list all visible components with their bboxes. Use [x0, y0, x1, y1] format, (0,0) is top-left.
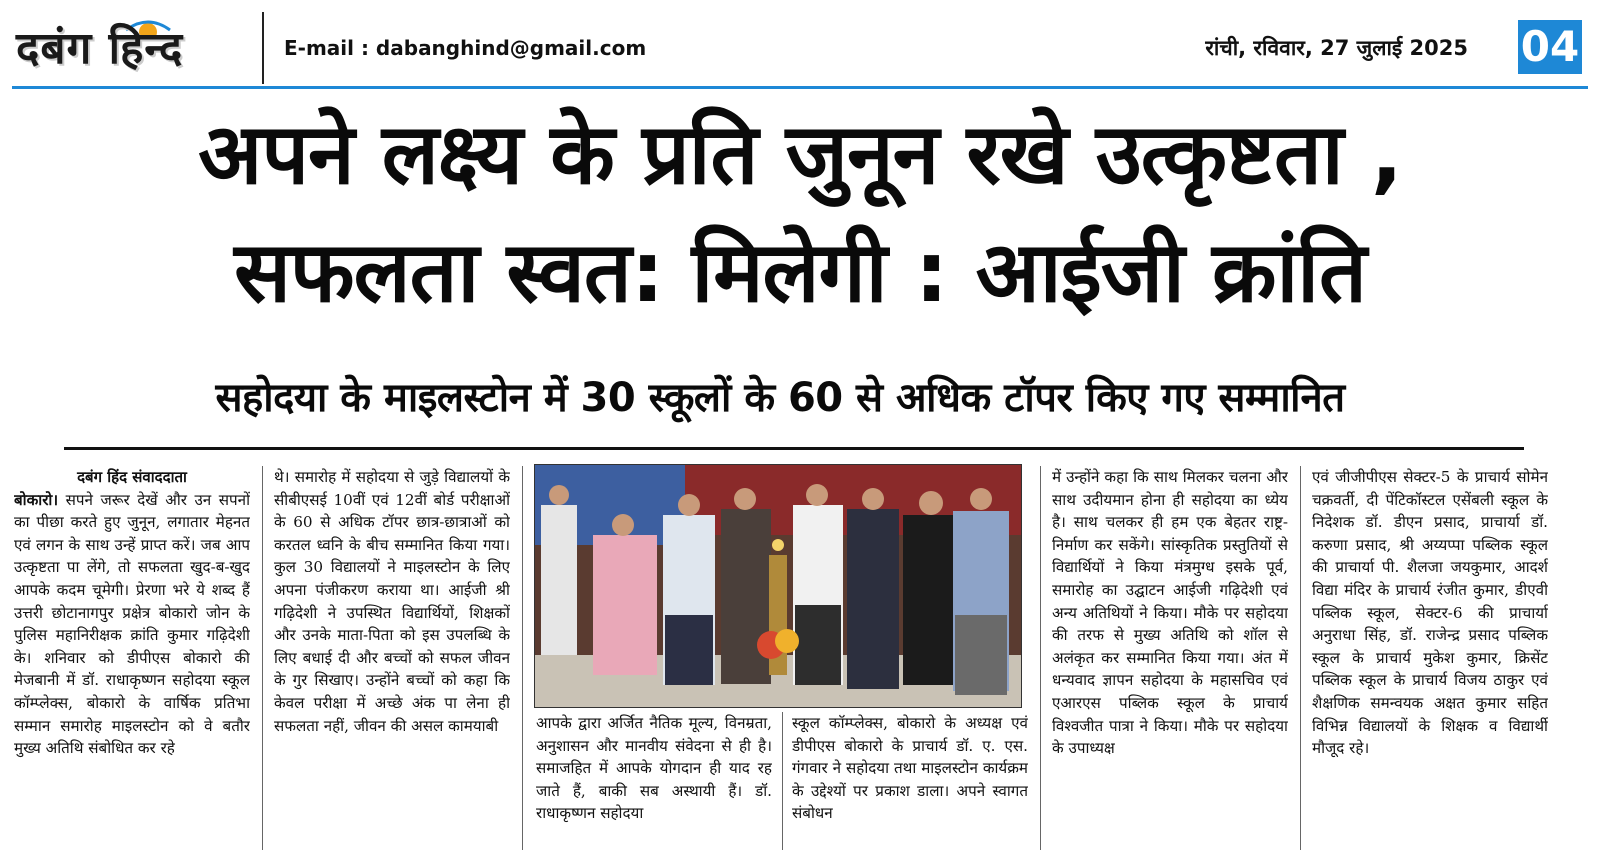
dateline-place: बोकारो। — [14, 490, 59, 509]
article-column-3 — [536, 712, 772, 850]
contact-email: E-mail : dabanghind@gmail.com — [284, 36, 647, 60]
subheadline-rule — [64, 447, 1524, 450]
column-divider — [782, 712, 783, 850]
page-number-badge: 04 — [1518, 20, 1582, 74]
column-6-text: एवं जीजीपीएस सेक्टर-5 के प्राचार्य सोमेन चक्रवर्ती, दी पेंटिकॉस्टल एसेंबली स्कूल के निदेशक डॉ. डीएन प्रसाद, प्राचार्या डॉ. करुणा प्रसाद, श्री अय्यप्पा पब्लिक स्कूल की प्राचार्या पी. शैलजा जयकुमार, आदर्श विद्या मंदिर के प्राचार्य रंजीत कुमार, डीएवी पब्लिक स्कूल, सेक्टर-6 की प्राचार्या अनुराधा सिंह, डॉ. राजेन्द्र प्रसाद पब्लिक स्कूल के प्राचार्य मुकेश कुमार, क्रिसेंट पब्लिक स्कूल के प्राचार्य विजय ठाकुर एवं शैक्षणिक समन्वयक अक्षत कुमार सहित विभिन्न विद्यालयों के शिक्षक व विद्यार्थी मौजूद रहे। — [1312, 468, 1548, 758]
article-column-6 — [1312, 466, 1548, 850]
column-divider — [1040, 466, 1041, 850]
headline-line-1: अपने लक्ष्य के प्रति जुनून रखे उत्कृष्टता , — [198, 105, 1402, 203]
headline-line-2: सफलता स्वत: मिलेगी : आईजी क्रांति — [234, 223, 1366, 321]
column-4-text: स्कूल कॉम्प्लेक्स, बोकारो के अध्यक्ष एवं डीपीएस बोकारो के प्राचार्य डॉ. ए. एस. गंगवार ने सहोदया तथा माइलस्टोन कार्यक्रम के उद्देश्यों पर प्रकाश डाला। अपने स्वागत संबोधन — [792, 714, 1028, 823]
column-1-text: सपने जरूर देखें और उन सपनों का पीछा करते हुए जुनून, लगातार मेहनत एवं लगन के साथ उन्हें प्राप्त करें। जब आप उत्कृष्टता पा लेंगे, तो सफलता खुद-ब-खुद आपके कदम चूमेगी। प्रेरणा भरे ये शब्द हैं उत्तरी छोटानागपुर प्रक्षेत्र बोकारो जोन के पुलिस महानिरीक्षक क्रांति कुमार गढ़िदेशी के। शनिवार को डीपीएस बोकारो की मेजबानी में डॉ. राधाकृष्णन सहोदया स्कूल कॉम्प्लेक्स, बोकारो के वार्षिक प्रतिभा सम्मान समारोह माइलस्टोन को वे बतौर मुख्य अतिथि संबोधित कर रहे — [14, 490, 250, 758]
byline: दबंग हिंद संवाददाता — [77, 468, 187, 486]
event-photo — [534, 464, 1022, 708]
newspaper-logo — [16, 10, 256, 86]
column-divider — [1300, 466, 1301, 850]
masthead — [12, 8, 1588, 88]
article-column-2 — [274, 466, 510, 850]
logo-text: दबंग हिन्द — [16, 23, 184, 74]
masthead-rule — [12, 86, 1588, 89]
article-column-1 — [14, 466, 250, 850]
column-2-text: थे। समारोह में सहोदया से जुड़े विद्यालयों के सीबीएसई 10वीं एवं 12वीं बोर्ड परीक्षाओं के 60 से अधिक टॉपर छात्र-छात्राओं को करतल ध्वनि के बीच सम्मानित किया गया। कुल 30 विद्यालयों ने माइलस्टोन के लिए अपना पंजीकरण कराया था। आईजी श्री गढ़िदेशी ने उपस्थित विद्यार्थियों, शिक्षकों और उनके माता-पिता को इस उपलब्धि के लिए बधाई दी और बच्चों को सफल जीवन के गुर सिखाए। उन्होंने बच्चों को कहा कि केवल परीक्षा में अच्छे अंक पा लेना ही सफलता नहीं, जीवन की असल कामयाबी — [274, 468, 510, 735]
column-divider — [522, 466, 523, 850]
column-divider — [262, 466, 263, 850]
column-5-text: में उन्होंने कहा कि साथ मिलकर चलना और साथ उदीयमान होना ही सहोदया का ध्येय है। साथ चलकर ही हम एक बेहतर राष्ट्र-निर्माण कर सकेंगे। सांस्कृतिक प्रस्तुतियों से विद्यार्थियों ने किया मंत्रमुग्ध इसके पूर्व, समारोह का उद्घाटन आईजी गढ़िदेशी एवं अन्य अतिथियों ने किया। मौके पर सहोदया की तरफ से मुख्य अतिथि को शॉल से अलंकृत कर सम्मानित किया गया। अंत में धन्यवाद ज्ञापन सहोदया के महासचिव एवं एआरएस पब्लिक स्कूल के प्राचार्य विश्वजीत पात्रा ने किया। मौके पर सहोदया के उपाध्यक्ष — [1052, 468, 1288, 758]
issue-dateline: रांची, रविवार, 27 जुलाई 2025 — [1205, 36, 1468, 60]
article-column-5 — [1052, 466, 1288, 850]
article-column-4 — [792, 712, 1028, 850]
masthead-divider — [262, 12, 264, 84]
column-3-text: आपके द्वारा अर्जित नैतिक मूल्य, विनम्रता, अनुशासन और मानवीय संवेदना से ही है। समाजहित में आपके योगदान ही याद रह जाते हैं, बाकी सब अस्थायी हैं। डॉ. राधाकृष्णन सहोदया — [536, 714, 772, 823]
subheadline: सहोदया के माइलस्टोन में 30 स्कूलों के 60 से अधिक टॉपर किए गए सम्मानित — [215, 375, 1345, 421]
